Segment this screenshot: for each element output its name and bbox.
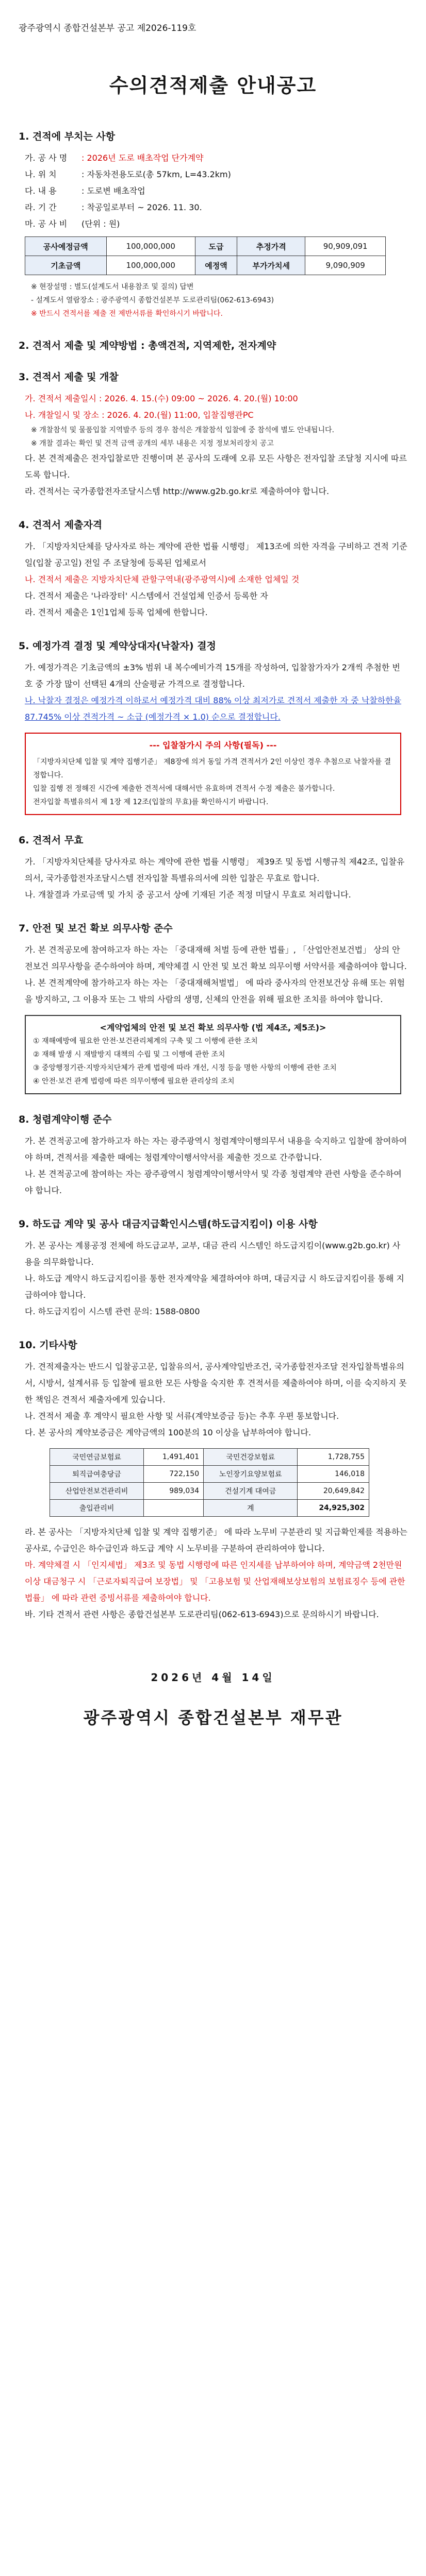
s4-line: 라. 견적서 제출은 1인1업체 등록 업체에 한합니다. [25, 607, 208, 617]
s4-line: 가. 「지방자치단체를 당사자로 하는 계약에 관한 법률 시행령」 제13조에 의한 자격을 구비하고 견적 기준일(입찰 공고일) 전일 주 조달청에 등록된 업체로서 [25, 541, 407, 568]
s10-line: 바. 기타 견적서 관련 사항은 종합건설본부 도로관리팀(062-613-6943)으로 문의하시기 바랍니다. [25, 1609, 379, 1619]
section-9-heading: 9. 하도급 계약 및 공사 대금지급확인시스템(하도급지킴이) 이용 사항 [19, 1218, 318, 1230]
table-row: 기초금액 100,000,000 예정액 부가가치세 9,090,909 [25, 256, 386, 275]
s1-note: ※ 반드시 견적서를 제출 전 제반서류를 확인하시기 바랍니다. [31, 310, 223, 318]
table-row: 퇴직급여충당금 722,150 노인장기요양보험료 146,018 [50, 1466, 369, 1483]
safety-duty-line: ② 재해 발생 시 재발방지 대책의 수립 및 그 이행에 관한 조치 [33, 1050, 225, 1059]
table-row: 출입관리비 계 24,925,302 [50, 1500, 369, 1517]
s8-line: 가. 본 견적공고에 참가하고자 하는 자는 광주광역시 청렴계약이행의무서 내용을 숙지하고 입찰에 참여하여야 하며, 견적서를 제출한 때에는 청렴계약이행서약서를 제출한 것으로 간주합니다. [25, 1136, 407, 1162]
s1-line: 가. 공 사 명 : 2026년 도로 배초작업 단가계약 [25, 153, 204, 163]
s1-note: - 설계도서 열람장소 : 광주광역시 종합건설본부 도로관리팀(062-613-6943) [31, 296, 274, 304]
section-4-heading: 4. 견적서 제출자격 [19, 519, 103, 531]
s3-note: ※ 개찰 결과는 확인 및 견적 금액 공개의 세부 내용은 지정 정보처리장치 공고 [31, 439, 274, 448]
s1-line: 나. 위 치 : 자동차전용도로(총 57km, L=43.2km) [25, 170, 231, 179]
s4-line: 나. 견적서 제출은 지방자치단체 관할구역내(광주광역시)에 소재한 업체일 것 [25, 574, 300, 584]
safety-duty-line: ④ 안전·보건 관계 법령에 따른 의무이행에 필요한 관리상의 조치 [33, 1077, 235, 1086]
section-6-heading: 6. 견적서 무효 [19, 835, 84, 846]
caution-line: 입찰 집행 전 정해진 시간에 제출한 견적서에 대해서만 유효하며 견적서 수정 제출은 불가합니다. [33, 785, 335, 793]
s9-line: 다. 하도급지킴이 시스템 관련 문의: 1588-0800 [25, 1307, 200, 1316]
s1-note: ※ 현장설명 : 별도(설계도서 내용참조 및 질의) 답변 [31, 283, 194, 291]
s10-line: 나. 견적서 제출 후 계약시 필요한 사항 및 서류(계약보증금 등)는 추후 우편 통보합니다. [25, 1411, 339, 1421]
safety-duty-title: <계약업체의 안전 및 보건 확보 의무사항 (법 제4조, 제5조)> [100, 1023, 326, 1032]
s9-line: 나. 하도급 계약시 하도급지킴이를 통한 전자계약을 체결하여야 하며, 대금지급 시 하도급지킴이를 통해 지급하여야 합니다. [25, 1274, 404, 1300]
s3-line: 나. 개찰일시 및 장소 : 2026. 4. 20.(월) 11:00, 입찰집행관PC [25, 410, 254, 420]
table-row: 공사예정금액 100,000,000 도급 추정가격 90,909,091 [25, 237, 386, 256]
s5-line: 가. 예정가격은 기초금액의 ±3% 범위 내 복수예비가격 15개를 작성하여, 입찰참가자가 2개씩 추첨한 번호 중 가장 많이 선택된 4개의 산술평균 가격으로 결정합니다. [25, 663, 400, 689]
issuer-name: 광주광역시 종합건설본부 재무관 [83, 1708, 343, 1727]
s10-line: 라. 본 공사는 「지방자치단체 입찰 및 계약 집행기준」 에 따라 노무비 구분관리 및 지급확인제를 적용하는 공사로, 수급인은 하수급인과 하도급 계약 시 노무비를 구분하여 관리하여야 합니다. [25, 1527, 407, 1553]
s3-line: 가. 견적서 제출일시 : 2026. 4. 15.(수) 09:00 ~ 2026. 4. 20.(월) 10:00 [25, 394, 298, 403]
s7-line: 가. 본 견적공모에 참여하고자 하는 자는 「중대재해 처벌 등에 관한 법률」, 「산업안전보건법」 상의 안전보건 의무사항을 준수하여야 하며, 계약체결 시 안전 및 보건 확보 의무이행 서약서를 제출하여야 합니다. [25, 945, 407, 971]
s9-line: 가. 본 공사는 계룡공정 전체에 하도급교부, 교부, 대금 관리 시스템인 하도급지킴이(www.g2b.go.kr) 사용을 의무화합니다. [25, 1241, 401, 1267]
caution-line: 「지방자치단체 입찰 및 계약 집행기준」 제8장에 의거 동일 가격 견적서가 2인 이상인 경우 추첨으로 낙찰자를 결정합니다. [33, 758, 391, 779]
section-8-heading: 8. 청렴계약이행 준수 [19, 1114, 112, 1125]
s4-line: 다. 견적서 제출은 '나라장터' 시스템에서 건설업체 인증서 등록한 자 [25, 591, 268, 601]
s5-line: 나. 낙찰자 결정은 예정가격 이하로서 예정가격 대비 88% 이상 최저가로 견적서 제출한 자 중 낙찰하한율 87.745% 이상 견적가격 ~ 소급 (예정가격 × 1.0) 순으로 결정합니다. [25, 696, 402, 722]
price-table [25, 236, 386, 275]
cost-table [50, 1448, 369, 1517]
s10-line: 마. 계약체결 시 「인지세법」 제3조 및 동법 시행령에 따른 인지세를 납부하여야 하며, 계약금액 2천만원 이상 대금청구 시 「근로자퇴직급여 보장법」 및 「고용보험 및 산업재해보상보험의 보험료징수 등에 관한 법률」 에 따라 관련 증빙서류를 제출하여야 합니다. [25, 1560, 405, 1603]
caution-title: --- 입찰참가시 주의 사항(필독) --- [149, 740, 277, 750]
section-10-heading: 10. 기타사항 [19, 1340, 77, 1351]
caution-box [25, 733, 401, 815]
notice-date: 2026년 4월 14일 [151, 1671, 275, 1684]
notice-page [19, 21, 407, 1728]
notice-number: 광주광역시 종합건설본부 공고 제2026-119호 [19, 23, 196, 33]
s1-line: 다. 내 용 : 도로변 배초작업 [25, 186, 145, 196]
table-row: 산업안전보건관리비 989,034 건설기계 대여금 20,649,842 [50, 1483, 369, 1500]
s8-line: 나. 본 견적공고에 참여하는 자는 광주광역시 청렴계약이행서약서 및 각종 청렴계약 관련 사항을 준수하여야 합니다. [25, 1169, 402, 1195]
page-title: 수의견적제출 안내공고 [109, 74, 317, 97]
safety-duty-line: ③ 중앙행정기관·지방자치단체가 관계 법령에 따라 개선, 시정 등을 명한 사항의 이행에 관한 조치 [33, 1064, 337, 1072]
s1-line: 마. 공 사 비 (단위 : 원) [25, 219, 120, 229]
section-3-heading: 3. 견적서 제출 및 개찰 [19, 371, 119, 383]
caution-line: 전자입찰 특별유의서 제 1장 제 12조(입찰의 무효)를 확인하시기 바랍니다. [33, 798, 269, 806]
section-7-heading: 7. 안전 및 보건 확보 의무사항 준수 [19, 923, 173, 934]
s3-note: ※ 개찰참석 및 물품입찰 지역발주 등의 경우 참석은 개찰참석 입찰에 중 참석에 별도 안내됩니다. [31, 426, 334, 434]
section-1-heading: 1. 견적에 부치는 사항 [19, 131, 116, 142]
s6-line: 나. 개찰결과 가로금액 및 가치 중 공고서 상에 기재된 기준 적정 미달시 무효로 처리합니다. [25, 890, 351, 900]
s7-line: 나. 본 견적계약에 참가하고자 하는 자는 「중대재해처벌법」 에 따라 중사자의 안전보건상 유해 또는 위험을 방지하고, 그 이용자 또는 그 밖의 사람의 생명, 신체의 안전을 위해 필요한 조치를 하여야 합니다. [25, 978, 405, 1004]
section-2-heading: 2. 견적서 제출 및 계약방법 : 총액견적, 지역제한, 전자계약 [19, 340, 276, 351]
s10-line: 가. 견적제출자는 반드시 입찰공고문, 입찰유의서, 공사계약일반조건, 국가종합전자조달 전자입찰특별유의서, 시방서, 설계서류 등 입찰에 필요한 모든 사항을 숙지한 후 견적서를 제출하여야 하며, 이를 숙지하지 못한 책임은 견적서 제출자에게 있습니다. [25, 1362, 407, 1404]
s1-line: 라. 기 간 : 착공일로부터 ~ 2026. 11. 30. [25, 202, 202, 212]
s3-line: 라. 견적서는 국가종합전자조달시스템 http://www.g2b.go.kr로 제출하여야 합니다. [25, 486, 330, 496]
section-5-heading: 5. 예정가격 결정 및 계약상대자(낙찰자) 결정 [19, 640, 216, 652]
safety-duty-line: ① 재해예방에 필요한 안전·보건관리체계의 구축 및 그 이행에 관한 조치 [33, 1037, 258, 1045]
safety-duty-box [25, 1015, 401, 1094]
s10-line: 다. 본 공사의 계약보증금은 계약금액의 100분의 10 이상을 납부하여야 합니다. [25, 1428, 312, 1437]
table-row: 국민연금보험료 1,491,401 국민건강보험료 1,728,755 [50, 1449, 369, 1466]
s6-line: 가. 「지방자치단체를 당사자로 하는 계약에 관한 법률 시행령」 제39조 및 동법 시행규칙 제42조, 입찰유의서, 국가종합전자조달시스템 전자입찰 특별유의서에 의한 입찰은 무효로 합니다. [25, 857, 405, 883]
s3-line: 다. 본 견적제출은 전자입찰로만 진행이며 본 공사의 도래에 오류 모든 사항은 전자입찰 조달청 지시에 따르도록 합니다. [25, 453, 407, 480]
